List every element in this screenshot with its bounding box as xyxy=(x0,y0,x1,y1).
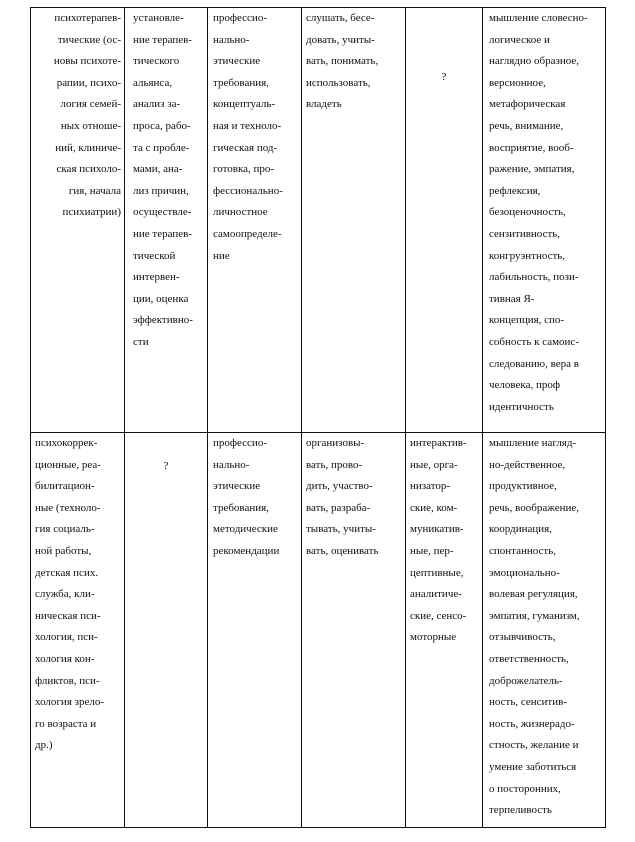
table-cell xyxy=(31,433,125,828)
competency-table xyxy=(30,7,606,828)
table-cell xyxy=(302,8,406,433)
cell-skills-row2: организовы- вать, прово- дить, участво- вать, разраба- тывать, учиты- вать, оценивать xyxy=(306,437,379,557)
cell-activity-row1: установле- ние терапев- тического альянса, анализ за- проса, рабо- та с пробле- мами, ана- лиз причин, осуществле- ние терапев- тической интервен- ции, оценка эффективно- сти xyxy=(133,12,193,348)
cell-qualities-row2: мышление нагляд- но-действенное, продуктивное, речь, воображение, координация, спонтанность, эмоционально- волевая регуляция, эмпатия, гуманизм, отзывчивость, ответственность, доброжелатель- ность, сенситив- ность, жизнерадо- стность, желание и умение заботиться о посторонних, терпеливость xyxy=(489,437,580,817)
table-cell xyxy=(406,433,483,828)
table-cell xyxy=(208,8,302,433)
table-row xyxy=(31,433,606,828)
table-row xyxy=(31,8,606,433)
cell-requirements-row2: профессио- нально- этические требования, методические рекомендации xyxy=(213,437,280,557)
cell-qualities-row1: мышление словесно- логическое и наглядно образное, версионное, метафорическая речь, внимание, восприятие, вооб- ражение, эмпатия, рефлексия, безоценочность, сензитивность, конгруэнтность, лабильность, пози- тивная Я- концепция, спо- собность к самоис- следованию, вера в человека, проф идентичность xyxy=(489,12,588,413)
table-cell xyxy=(125,8,208,433)
table-cell xyxy=(483,8,606,433)
table-cell xyxy=(483,433,606,828)
cell-field-row2: психокоррек- ционные, реа- билитацион- ные (техноло- гия социаль- ной работы, детская псих. служба, кли- ническая пси- хология, пси- хология кон- фликтов, пси- хология зрело- го возраста и др.) xyxy=(35,437,105,752)
cell-skills-row1: слушать, бесе- довать, учиты- вать, понимать, использовать, владеть xyxy=(306,12,379,111)
table-cell xyxy=(31,8,125,433)
table-cell xyxy=(302,433,406,828)
cell-requirements-row1: профессио- нально- этические требования, концептуаль- ная и техноло- гическая под- готовка, про- фессионально- личностное самоопределе- ние xyxy=(213,12,283,262)
table-cell xyxy=(208,433,302,828)
table-cell xyxy=(406,8,483,433)
cell-abilities-row2: интерактив- ные, орга- низатор- ские, ком- муникатив- ные, пер- цептивные, аналитиче- ские, сенсо- моторные xyxy=(410,437,467,644)
cell-field-row1: психотерапев- тические (ос- новы психоте- рапии, психо- логия семей- ных отноше- ний, клиниче- ская психоло- гия, начала психиатрии) xyxy=(53,12,121,219)
table-cell xyxy=(125,433,208,828)
cell-activity-row2: ? xyxy=(163,460,169,472)
cell-abilities-row1: ? xyxy=(441,71,447,83)
